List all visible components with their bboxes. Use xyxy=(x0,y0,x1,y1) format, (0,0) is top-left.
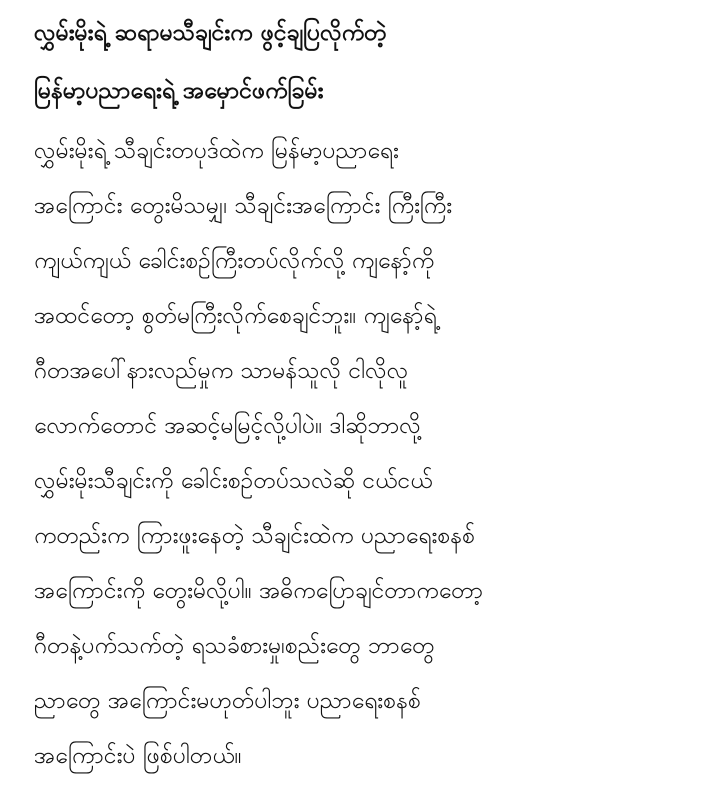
body-line-4: အထင်တော့ စွတ်မကြီးလိုက်စေချင်ဘူး။ ကျနော့်ရဲ့ xyxy=(34,303,437,329)
body-line-8: ကတည်းက ကြားဖူးနေတဲ့ သီချင်းထဲက ပညာရေးစနစ် xyxy=(34,523,476,549)
body-line-9: အကြောင်းကို တွေးမိလို့ပါ။ အဓိကပြောချင်တာကတော့ xyxy=(34,578,484,604)
body-line-6: လောက်တောင် အဆင့်မမြင့်လို့ပါပဲ။ ဒါဆိုဘာလို့ xyxy=(34,413,421,439)
article-title-line-1: လွှမ်းမိုးရဲ့ ဆရာမသီချင်းက ဖွင့်ချပြလိုက်တဲ့ xyxy=(34,20,387,46)
body-line-3: ကျယ်ကျယ် ခေါင်းစဉ်ကြီးတပ်လိုက်လို့ ကျနော့်ကို xyxy=(34,248,435,274)
body-line-10: ဂီတနဲ့ပက်သက်တဲ့ ရသခံစားမှု၊စည်းတွေ ဘာတွေ xyxy=(34,633,435,659)
body-line-11: ညာတွေ အကြောင်းမဟုတ်ပါဘူး ပညာရေးစနစ် xyxy=(34,688,421,714)
body-line-2: အကြောင်း တွေးမိသမျှ၊ သီချင်းအကြောင်း ကြီးကြီး xyxy=(34,193,453,219)
body-line-7: လွှမ်းမိုးသီချင်းကို ခေါင်းစဉ်တပ်သလဲဆို ငယ်ငယ် xyxy=(34,468,433,494)
article-title-line-2: မြန်မာ့ပညာရေးရဲ့ အမှောင်ဖက်ခြမ်း xyxy=(34,78,324,104)
body-line-12: အကြောင်းပဲ ဖြစ်ပါတယ်။ xyxy=(34,743,242,769)
body-line-1: လွှမ်းမိုးရဲ့ သီချင်းတပုဒ်ထဲက မြန်မာ့ပညာရေး xyxy=(34,138,399,164)
body-line-5: ဂီတအပေါ်နားလည်မှုက သာမန်သူလို ငါလိုလူ xyxy=(34,358,409,384)
